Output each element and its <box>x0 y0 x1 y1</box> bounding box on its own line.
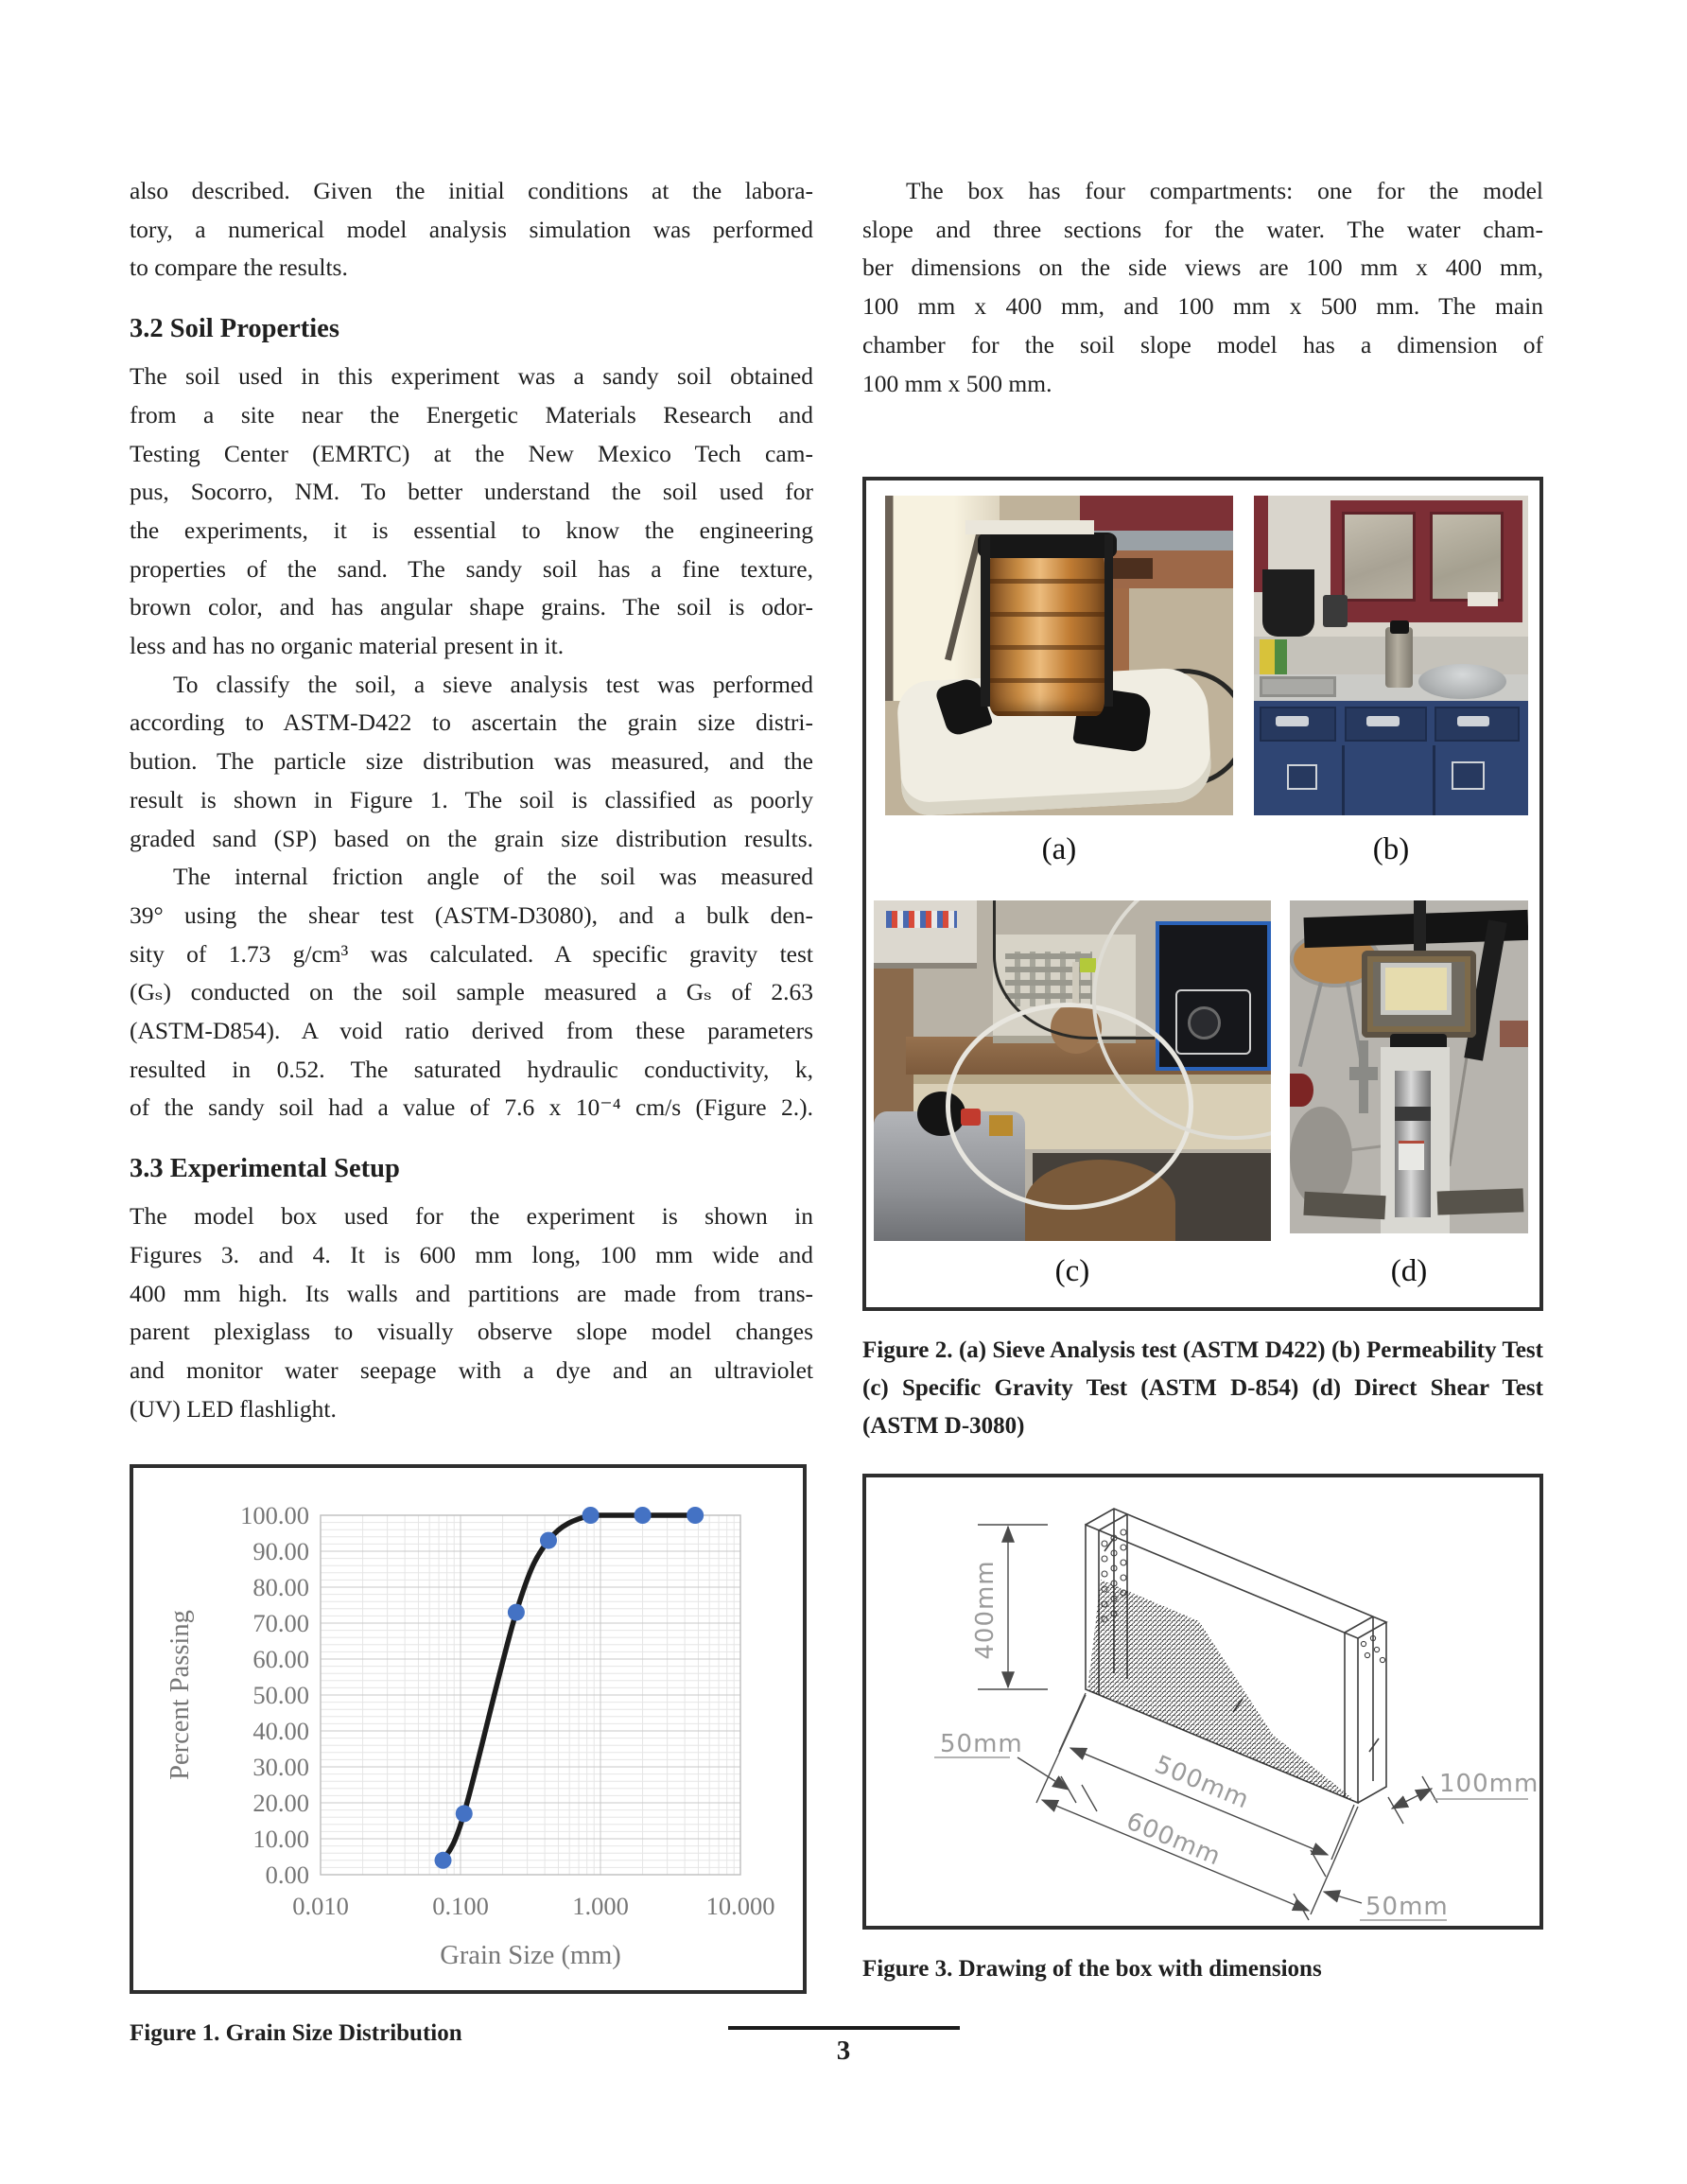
photo-detail <box>1452 761 1485 790</box>
photo-detail <box>1437 1189 1524 1215</box>
y-tick-label: 60.00 <box>252 1645 309 1674</box>
chart-axis-labels <box>165 1501 774 1970</box>
photo-detail <box>965 520 1094 534</box>
figure1-grain-size-chart-frame <box>130 1464 807 1994</box>
photo-detail <box>1468 592 1498 606</box>
text-line: graded sand (SP) based on the grain size distribution results. <box>130 824 813 852</box>
photo-detail <box>1260 639 1287 674</box>
text-line: 39° using the shear test (ASTM-D3080), and a bulk den- <box>130 900 813 929</box>
dim-50mm-right: 50mm <box>1365 1893 1449 1922</box>
text-line: To classify the soil, a sieve analysis test was performed <box>173 670 813 698</box>
photo-detail <box>1349 1067 1378 1080</box>
text-line: The soil used in this experiment was a sandy soil obtained <box>130 362 813 391</box>
x-tick-label: 1.000 <box>572 1892 629 1921</box>
text-line: parent plexiglass to visually observe slope model changes <box>130 1318 813 1346</box>
paragraph-soil-parameters <box>130 858 813 1127</box>
x-tick-label: 0.010 <box>292 1892 349 1921</box>
dim-50mm-left: 50mm <box>940 1730 1023 1759</box>
sand-slope <box>1087 1580 1353 1801</box>
y-tick-label: 40.00 <box>252 1717 309 1746</box>
dim-100mm: 100mm <box>1439 1770 1539 1799</box>
text-line: (Gₛ) conducted on the soil sample measured a Gₛ of 2.63 <box>130 978 813 1006</box>
photo-detail <box>1430 512 1504 602</box>
footer-rule <box>728 2026 960 2030</box>
photo-detail <box>1342 745 1345 815</box>
steel-bowl <box>1418 664 1506 699</box>
photo-detail <box>1276 716 1309 725</box>
left-column <box>130 172 813 2053</box>
photo-detail <box>989 550 1104 717</box>
photo-sieve-analysis-test <box>885 496 1233 815</box>
text-line: Testing Center (EMRTC) at the New Mexico Tech cam- <box>130 439 813 467</box>
permeameter-cell <box>1385 627 1413 688</box>
data-point-marker <box>508 1604 525 1621</box>
text-line: slope and three sections for the water. The water cham- <box>862 215 1543 243</box>
photo-detail <box>1290 1074 1313 1107</box>
data-point-marker <box>456 1806 473 1823</box>
figure2-label-a: (a) <box>1041 832 1077 867</box>
y-tick-label: 50.00 <box>252 1681 309 1710</box>
figure2-caption: Figure 2. (a) Sieve Analysis test (ASTM D422) (b) Permeability Test (c) Specific Gravity Test (ASTM D-854) (d) Direct Shear Test (ASTM D-3080) <box>862 1337 1543 1440</box>
text-line: (ASTM-D854). A void ratio derived from these parameters <box>130 1017 813 1045</box>
photo-detail <box>1323 595 1348 627</box>
photo-detail <box>1104 534 1114 708</box>
paragraph-soil-description <box>130 358 813 666</box>
data-point-marker <box>435 1852 452 1869</box>
section-heading-experimental-setup: 3.3 Experimental Setup <box>130 1154 400 1184</box>
sink <box>1260 676 1336 697</box>
figure3-caption: Figure 3. Drawing of the box with dimensions <box>862 1956 1322 1983</box>
y-tick-label: 90.00 <box>252 1537 309 1566</box>
photo-detail <box>1457 716 1490 725</box>
photo-detail <box>1433 745 1435 815</box>
y-tick-label: 10.00 <box>252 1825 309 1854</box>
photo-detail <box>1395 1107 1431 1120</box>
text-line: tory, a numerical model analysis simulation was performed <box>130 215 813 243</box>
text-line: result is shown in Figure 1. The soil is classified as poorly <box>130 785 813 813</box>
text-line: bution. The particle size distribution was measured, and the <box>130 747 813 776</box>
figure1-caption: Figure 1. Grain Size Distribution <box>130 2020 462 2047</box>
y-tick-label: 20.00 <box>252 1789 309 1818</box>
text-line: 400 mm high. Its walls and partitions are made from trans- <box>130 1279 813 1307</box>
photo-detail <box>978 533 1117 558</box>
text-line: from a site near the Energetic Materials Research and <box>130 400 813 428</box>
photo-detail <box>981 534 990 708</box>
text-line: sity of 1.73 g/cm³ was calculated. A specific gravity test <box>130 939 813 968</box>
y-tick-label: 70.00 <box>252 1609 309 1638</box>
data-point-marker <box>687 1507 704 1524</box>
text-line: ber dimensions on the side views are 100 mm x 400 mm, <box>862 253 1543 282</box>
dim-500mm: 500mm <box>1150 1750 1254 1815</box>
text-line: properties of the sand. The sandy soil has a fine texture, <box>130 554 813 583</box>
y-tick-label: 80.00 <box>252 1573 309 1602</box>
x-tick-label: 10.000 <box>705 1892 775 1921</box>
photo-detail <box>886 911 958 928</box>
text-line: The internal friction angle of the soil was measured <box>173 863 813 891</box>
text-line: The model box used for the experiment is shown in <box>130 1202 813 1231</box>
text-line: resulted in 0.52. The saturated hydraulic conductivity, k, <box>130 1055 813 1083</box>
text-line: brown color, and has angular shape grains. The soil is odor- <box>130 593 813 621</box>
data-point-marker <box>540 1532 557 1549</box>
photo-detail <box>1298 982 1323 1067</box>
text-line: the experiments, it is essential to know the engineering <box>130 515 813 544</box>
text-line: (UV) LED flashlight. <box>130 1394 337 1423</box>
right-column <box>862 172 1543 1988</box>
text-line: Figures 3. and 4. It is 600 mm long, 100 mm wide and <box>130 1240 813 1268</box>
text-line: pus, Socorro, NM. To better understand the soil used for <box>130 478 813 506</box>
photo-detail <box>1366 716 1400 725</box>
photo-direct-shear-test <box>1290 900 1528 1233</box>
photo-detail <box>1399 1141 1425 1171</box>
text-line: less and has no organic material present in it. <box>130 632 565 660</box>
soil-sample <box>1385 968 1448 1011</box>
photo-permeability-test <box>1254 496 1528 815</box>
paragraph-box-compartments <box>862 172 1543 403</box>
page-number: 3 <box>836 2035 851 2066</box>
paragraph-model-box <box>130 1197 813 1428</box>
figure2-label-b: (b) <box>1372 832 1410 867</box>
data-point-marker <box>635 1507 652 1524</box>
figure2-photos-frame <box>862 477 1543 1311</box>
x-tick-label: 0.100 <box>432 1892 489 1921</box>
paragraph-sieve-analysis <box>130 666 813 859</box>
text-line: of the sandy soil had a value of 7.6 x 10⁻⁴ cm/s (Figure 2.). <box>130 1093 813 1122</box>
towel-dispenser <box>1262 569 1314 637</box>
text-line: chamber for the soil slope model has a dimension of <box>862 330 1543 358</box>
section-heading-soil-properties: 3.2 Soil Properties <box>130 314 339 344</box>
photo-detail <box>1108 558 1154 579</box>
photo-detail <box>1390 620 1409 634</box>
y-tick-label: 0.00 <box>265 1861 309 1890</box>
photo-specific-gravity-test <box>874 900 1271 1241</box>
photo-detail <box>1287 764 1317 790</box>
figure2-label-d: (d) <box>1390 1254 1428 1289</box>
box-drawing <box>866 1477 1539 1926</box>
y-tick-label: 30.00 <box>252 1753 309 1782</box>
text-line: also described. Given the initial conditions at the labora- <box>130 177 813 204</box>
text-line: 100 mm x 500 mm. <box>862 369 1052 397</box>
text-line: to compare the results. <box>130 253 348 282</box>
y-axis-title: Percent Passing <box>165 1610 195 1781</box>
figure3-drawing-frame <box>862 1474 1543 1930</box>
x-axis-title: Grain Size (mm) <box>440 1941 621 1971</box>
text-line: The box has four compartments: one for the model <box>906 177 1543 204</box>
photo-detail <box>1342 512 1416 602</box>
dim-600mm: 600mm <box>1122 1807 1226 1872</box>
data-point-marker <box>583 1507 600 1524</box>
paragraph-intro <box>130 172 813 288</box>
y-tick-label: 100.00 <box>240 1501 309 1530</box>
text-line: according to ASTM-D422 to ascertain the grain size distri- <box>130 708 813 737</box>
dim-400mm: 400mm <box>971 1560 1000 1660</box>
photo-detail <box>1304 1192 1386 1219</box>
grain-size-distribution-chart <box>133 1468 803 1990</box>
text-line: 100 mm x 400 mm, and 100 mm x 500 mm. The main <box>862 292 1543 321</box>
text-line: and monitor water seepage with a dye and an ultraviolet <box>130 1355 813 1384</box>
figure2-label-c: (c) <box>1054 1254 1090 1289</box>
photo-detail <box>1500 1021 1528 1047</box>
